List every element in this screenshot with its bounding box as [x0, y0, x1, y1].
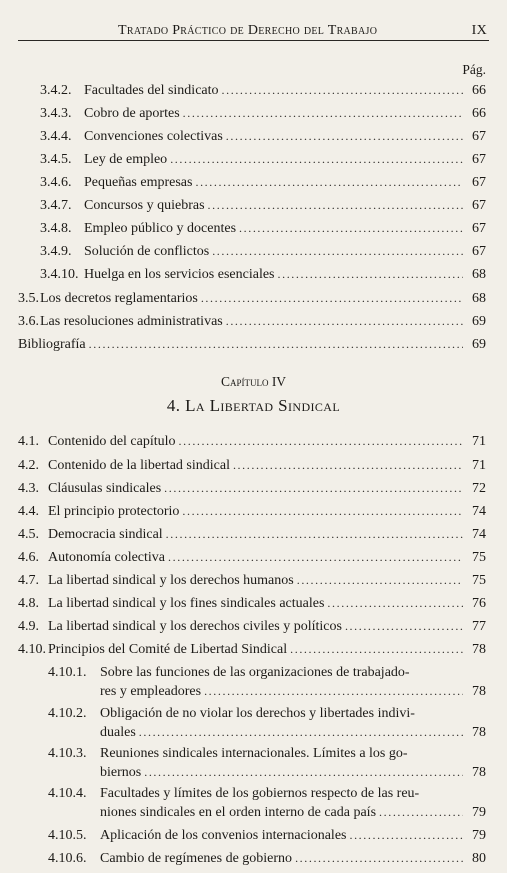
entry-number: 4.5.	[18, 527, 39, 542]
entry-page: 74	[472, 504, 486, 519]
entry-page: 66	[472, 83, 486, 98]
toc-entry	[48, 664, 486, 701]
entry-number: 3.4.10.	[40, 267, 79, 282]
entry-page: 75	[472, 573, 486, 588]
entry-title: Cobro de aportes	[84, 106, 180, 121]
entry-page: 67	[472, 152, 486, 167]
entry-title: Autonomía colectiva	[48, 550, 166, 565]
toc-entry	[40, 127, 486, 146]
entry-title: Solución de conflictos	[84, 244, 210, 259]
dot-leader	[182, 502, 463, 520]
toc-entry	[18, 525, 486, 544]
running-header	[18, 22, 489, 41]
entry-number: 4.6.	[18, 550, 39, 565]
entry-title: La libertad sindical y los derechos humanos	[48, 573, 294, 588]
toc-entry	[18, 594, 486, 613]
toc-entry	[48, 705, 486, 742]
dot-leader	[345, 617, 463, 635]
entry-number: 3.4.6.	[40, 175, 72, 190]
entry-number: 4.1.	[18, 434, 39, 449]
entry-page: 76	[472, 596, 486, 611]
toc-entry	[18, 502, 486, 521]
toc-entry	[18, 312, 486, 331]
page-number: IX	[471, 23, 487, 38]
dot-leader	[183, 104, 463, 122]
chapter-label: Capítulo IV	[220, 374, 287, 389]
entry-page: 67	[472, 175, 486, 190]
entry-page: 71	[472, 434, 486, 449]
toc-entry	[40, 265, 486, 284]
entry-number: 4.10.1.	[48, 665, 87, 680]
dot-leader	[295, 849, 463, 867]
dot-leader	[233, 456, 463, 474]
entry-title: Cambio de regímenes de gobierno	[100, 851, 293, 866]
entry-number: 3.4.5.	[40, 152, 72, 167]
entry-title: Cláusulas sindicales	[48, 481, 162, 496]
chapter-title: 4. La Libertad Sindical	[166, 396, 341, 415]
toc-entry	[40, 219, 486, 238]
entry-number: 4.10.3.	[48, 746, 87, 761]
dot-leader	[164, 479, 463, 497]
dot-leader	[212, 242, 463, 260]
dot-leader	[144, 763, 463, 781]
entry-number: 3.4.7.	[40, 198, 72, 213]
entry-page: 79	[472, 828, 486, 843]
entry-page: 69	[472, 337, 486, 352]
entry-page: 67	[472, 129, 486, 144]
toc-entry	[48, 849, 486, 868]
entry-page: 78	[472, 684, 486, 699]
entry-page: 69	[472, 314, 486, 329]
book-title: Tratado Práctico de Derecho del Trabajo	[118, 23, 378, 38]
entry-page: 67	[472, 244, 486, 259]
entry-number: 4.2.	[18, 458, 39, 473]
toc-entry	[18, 432, 486, 451]
dot-leader	[226, 127, 463, 145]
entry-page: 67	[472, 221, 486, 236]
entry-title: Obligación de no violar los derechos y libertades indivi-	[100, 706, 415, 721]
toc-entry	[18, 456, 486, 475]
dot-leader	[297, 571, 463, 589]
toc-entry	[18, 335, 486, 354]
entry-page: 68	[472, 291, 486, 306]
toc-entry	[18, 617, 486, 636]
dot-leader	[327, 594, 463, 612]
toc-entry	[48, 745, 486, 782]
page-column-label: Pág.	[462, 62, 486, 77]
toc-entry	[40, 81, 486, 100]
entry-page: 78	[472, 642, 486, 657]
entry-title: Convenciones colectivas	[84, 129, 223, 144]
entry-page: 78	[472, 725, 486, 740]
entry-number: 3.4.9.	[40, 244, 72, 259]
entry-number: 3.4.8.	[40, 221, 72, 236]
entry-title-continued: res y empleadores	[100, 684, 202, 699]
dot-leader	[290, 640, 463, 658]
dot-leader	[179, 432, 463, 450]
entry-title: Democracia sindical	[48, 527, 163, 542]
entry-title: Principios del Comité de Libertad Sindical	[48, 642, 288, 657]
toc-entry	[18, 479, 486, 498]
dot-leader	[139, 723, 463, 741]
toc-entry	[40, 196, 486, 215]
entry-title: La libertad sindical y los derechos civiles y políticos	[48, 619, 342, 634]
entry-page: 80	[472, 851, 486, 866]
entry-title: Reuniones sindicales internacionales. Límites a los go-	[100, 746, 408, 761]
entry-title: Pequeñas empresas	[84, 175, 193, 190]
dot-leader	[239, 219, 463, 237]
entry-title-continued: duales	[100, 725, 136, 740]
toc-entry	[48, 826, 486, 845]
entry-title: La libertad sindical y los fines sindicales actuales	[48, 596, 325, 611]
entry-number: 3.6.	[18, 314, 39, 329]
entry-number: 3.5.	[18, 291, 39, 306]
entry-number: 4.3.	[18, 481, 39, 496]
toc-entry	[18, 289, 486, 308]
dot-leader	[222, 81, 463, 99]
toc-entry	[40, 173, 486, 192]
entry-title-continued: niones sindicales en el orden interno de cada país	[100, 805, 377, 820]
dot-leader	[166, 525, 463, 543]
toc-entry	[40, 104, 486, 123]
entry-title-continued: biernos	[100, 765, 142, 780]
entry-title: El principio protectorio	[48, 504, 180, 519]
entry-title: Bibliografía	[18, 337, 86, 352]
toc-entry	[18, 571, 486, 590]
toc-entry	[18, 548, 486, 567]
dot-leader	[379, 803, 463, 821]
entry-page: 72	[472, 481, 486, 496]
entry-page: 66	[472, 106, 486, 121]
entry-page: 71	[472, 458, 486, 473]
entry-title: Facultades del sindicato	[84, 83, 219, 98]
entry-title: Las resoluciones administrativas	[40, 314, 223, 329]
entry-page: 68	[472, 267, 486, 282]
toc-entry	[18, 640, 486, 659]
dot-leader	[349, 826, 463, 844]
dot-leader	[170, 150, 463, 168]
entry-number: 4.10.2.	[48, 706, 87, 721]
entry-page: 67	[472, 198, 486, 213]
entry-title: Huelga en los servicios esenciales	[84, 267, 275, 282]
dot-leader	[208, 196, 463, 214]
dot-leader	[195, 173, 463, 191]
toc-entry	[40, 150, 486, 169]
entry-page: 79	[472, 805, 486, 820]
entry-title: Ley de empleo	[84, 152, 168, 167]
entry-title: Facultades y límites de los gobiernos respecto de las reu-	[100, 786, 420, 801]
entry-number: 4.10.5.	[48, 828, 87, 843]
dot-leader	[204, 682, 463, 700]
dot-leader	[201, 289, 463, 307]
entry-title: Concursos y quiebras	[84, 198, 205, 213]
entry-number: 4.8.	[18, 596, 39, 611]
entry-title: Contenido de la libertad sindical	[48, 458, 230, 473]
entry-title: Empleo público y docentes	[84, 221, 237, 236]
entry-number: 4.10.	[18, 642, 46, 657]
entry-number: 3.4.3.	[40, 106, 72, 121]
entry-page: 75	[472, 550, 486, 565]
entry-title: Sobre las funciones de las organizaciones de trabajado-	[100, 665, 410, 680]
entry-page: 74	[472, 527, 486, 542]
entry-page: 78	[472, 765, 486, 780]
toc-entry	[48, 785, 486, 822]
entry-number: 4.10.4.	[48, 786, 87, 801]
entry-number: 3.4.2.	[40, 83, 72, 98]
dot-leader	[226, 312, 463, 330]
dot-leader	[89, 335, 463, 353]
entry-number: 4.7.	[18, 573, 39, 588]
entry-title: Contenido del capítulo	[48, 434, 176, 449]
dot-leader	[168, 548, 463, 566]
entry-number: 3.4.4.	[40, 129, 72, 144]
entry-number: 4.9.	[18, 619, 39, 634]
entry-number: 4.10.6.	[48, 851, 87, 866]
entry-page: 77	[472, 619, 486, 634]
dot-leader	[278, 265, 464, 283]
entry-number: 4.4.	[18, 504, 39, 519]
entry-title: Los decretos reglamentarios	[40, 291, 198, 306]
toc-entry	[40, 242, 486, 261]
entry-title: Aplicación de los convenios internacionales	[100, 828, 347, 843]
